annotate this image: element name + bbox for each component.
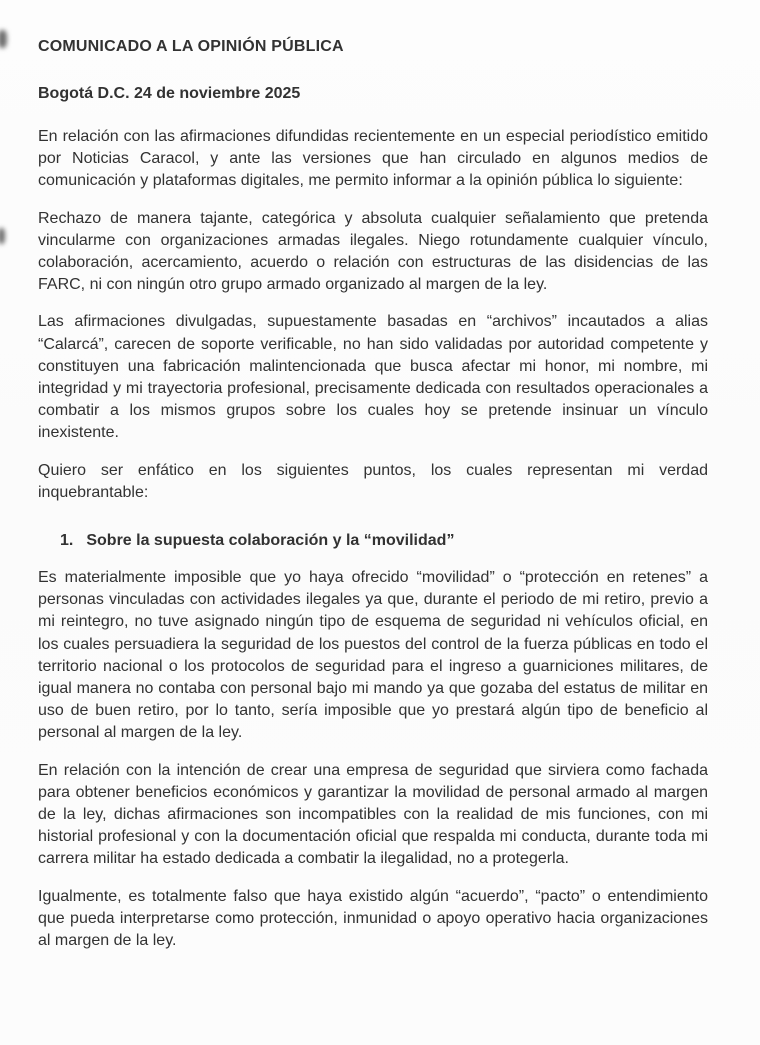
paragraph-company: En relación con la intención de crear una empresa de seguridad que sirviera como fachada para obtener beneficios económicos y garantizar la movilidad de personal armado al margen de la ley, dichas afirmaciones son incompatibles con la realidad de mis funciones, con mi historial profesional y con la documentación oficial que respalda mi conducta, durante toda mi carrera militar ha estado dedicada a combatir la ilegalidad, no a protegerla. [38, 761, 708, 868]
document-title: COMUNICADO A LA OPINIÓN PÚBLICA [38, 38, 344, 55]
scan-artifact [0, 30, 7, 48]
paragraph-agreement: Igualmente, es totalmente falso que haya existido algún “acuerdo”, “pacto” o entendimiento que pueda interpretarse como protección, inmunidad o apoyo operativo hacia organizaciones al margen de la ley. [38, 887, 708, 950]
section-1-number: 1. [60, 532, 74, 550]
paragraph-mobility: Es materialmente imposible que yo haya ofrecido “movilidad” o “protección en retenes” a personas vinculadas con actividades ilegales ya que, durante el periodo de mi retiro, previo a mi reintegro, no tuve asignado ningún tipo de esquema de seguridad ni vehículos oficial, en los cuales persuadiera la seguridad de los puestos del control de la fuerza públicas en todo el territorio nacional o los protocolos de seguridad para el ingreso a guarniciones militares, de igual manera no contaba con personal bajo mi mando ya que gozaba del estatus de militar en uso de buen retiro, por lo tanto, sería imposible que yo prestará algún tipo de beneficio al personal al margen de la ley. [38, 569, 708, 742]
scan-artifact [0, 228, 5, 244]
dateline: Bogotá D.C. 24 de noviembre 2025 [38, 85, 301, 102]
paragraph-intro: En relación con las afirmaciones difundidas recientemente en un especial periodístico emitido por Noticias Caracol, y ante las versiones que han circulado en algunos medios de comunicación y plataformas digitales, me permito informar a la opinión pública lo siguiente: [38, 128, 708, 190]
paragraph-claims: Las afirmaciones divulgadas, supuestamente basadas en “archivos” incautados a alias “Calarcá”, carecen de soporte verificable, no han sido validadas por autoridad competente y constituyen una fabricación malintencionada que busca afectar mi honor, mi nombre, mi integridad y mi trayectoria profesional, precisamente dedicada con resultados operacionales a combatir a los mismos grupos sobre los cuales hoy se pretende insinuar un vínculo inexistente. [38, 313, 708, 442]
paragraph-rejection: Rechazo de manera tajante, categórica y absoluta cualquier señalamiento que pretenda vincularme con organizaciones armadas ilegales. Niego rotundamente cualquier vínculo, colaboración, acercamiento, acuerdo o relación con estructuras de las disidencias de las FARC, ni con ningún otro grupo armado organizado al margen de la ley. [38, 209, 708, 294]
document-content [38, 36, 708, 952]
section-1-title: Sobre la supuesta colaboración y la “movilidad” [86, 532, 455, 550]
section-1-heading [38, 530, 708, 552]
paragraph-emphasis: Quiero ser enfático en los siguientes puntos, los cuales representan mi verdad inquebrantable: [38, 461, 708, 501]
